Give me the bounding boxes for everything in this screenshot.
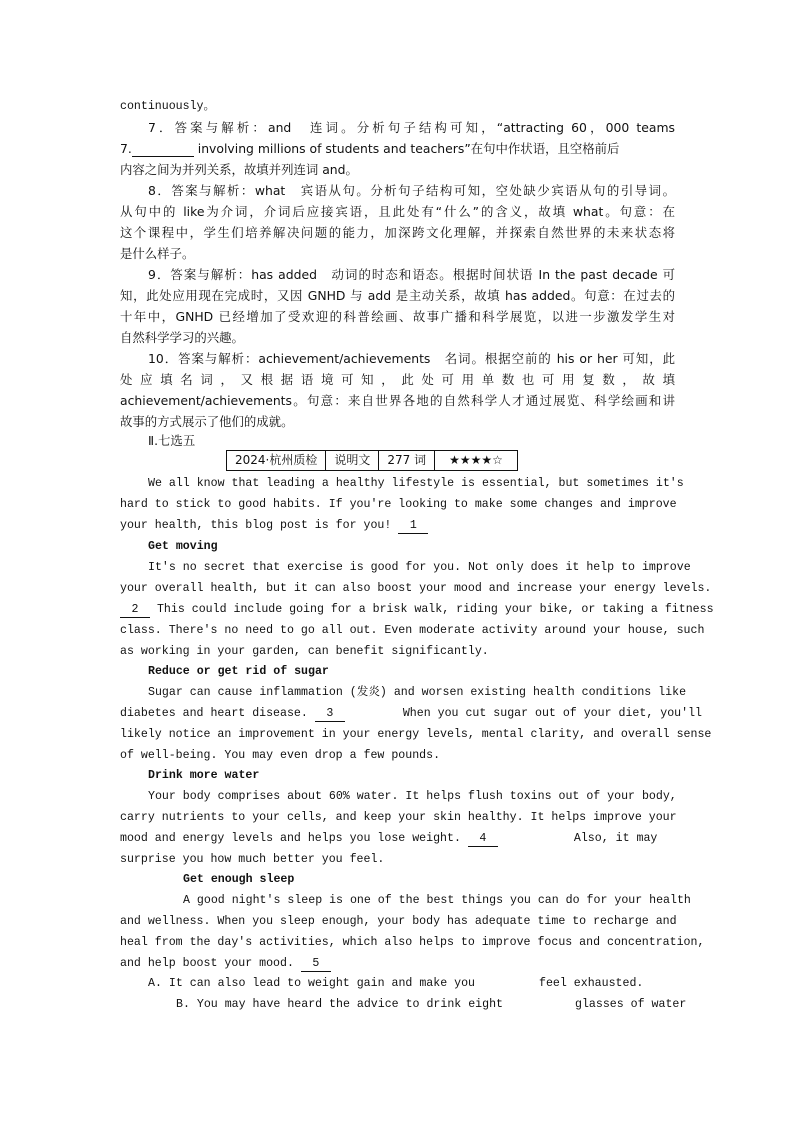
passage-line: surprise you how much better you feel.: [120, 853, 385, 866]
passage-line: A good night's sleep is one of the best things you can do for your health: [183, 894, 691, 907]
explanation-q10-line: 处应填名词，又根据语境可知，此处可用单数也可用复数，故填: [120, 372, 675, 387]
passage-info-table: [226, 450, 518, 471]
genre-cell: 说明文: [326, 451, 379, 471]
option-b: B. You may have heard the advice to drink eight glasses of water: [176, 998, 687, 1011]
passage-line: class. There's no need to go all out. Even moderate activity around your house, such: [120, 624, 705, 637]
section-title: Ⅱ.七选五: [148, 433, 196, 448]
blank-3: 3: [315, 707, 345, 722]
option-a: A. It can also lead to weight gain and make you feel exhausted.: [148, 977, 644, 990]
passage-line: 2 This could include going for a brisk walk, riding your bike, or taking a fitness: [120, 599, 675, 620]
subheading-reduce-sugar: Reduce or get rid of sugar: [148, 665, 329, 678]
passage-line: diabetes and heart disease. 3 When you cut sugar out of your diet, you'll: [120, 707, 702, 720]
difficulty-rating: ★★★★☆: [435, 451, 518, 471]
explanation-line: continuously。: [120, 100, 216, 113]
explanation-q9-line: 自然科学学习的兴趣。: [120, 330, 244, 345]
passage-line: Your body comprises about 60% water. It helps flush toxins out of your body,: [148, 790, 677, 803]
passage-line: likely notice an improvement in your energy levels, mental clarity, and overall sense: [120, 728, 712, 741]
passage-line: of well-being. You may even drop a few pounds.: [120, 749, 441, 762]
source-cell: 2024·杭州质检: [227, 451, 326, 471]
explanation-q9-line: 9．答案与解析：has added 动词的时态和语态。根据时间状语 In the past decade 可: [148, 267, 675, 282]
explanation-q9-line: 十年中，GNHD 已经增加了受欢迎的科普绘画、故事广播和科学展览，以进一步激发学生对: [120, 309, 675, 324]
explanation-q8-line: 从句中的 like为介词，介词后应接宾语，且此处有“什么”的含义，故填 what。句意：在: [120, 204, 675, 219]
explanation-q8-line: 这个课程中，学生们培养解决问题的能力，加深跨文化理解，并探索自然世界的未来状态将: [120, 225, 675, 240]
explanation-q8-line: 是什么样子。: [120, 246, 195, 261]
passage-line: We all know that leading a healthy lifestyle is essential, but sometimes it's: [148, 477, 684, 490]
word-count-cell: 277 词: [379, 451, 435, 471]
passage-line: It's no secret that exercise is good for you. Not only does it help to improve: [148, 561, 691, 574]
passage-line: and wellness. When you sleep enough, your body has adequate time to recharge and: [120, 915, 677, 928]
explanation-q10-line: achievement/achievements。句意：来自世界各地的自然科学人才通过展览、科学绘画和讲: [120, 393, 675, 408]
explanation-q8-line: 8．答案与解析：what 宾语从句。分析句子结构可知，空处缺少宾语从句的引导词。: [148, 183, 675, 198]
passage-line: as working in your garden, can benefit significantly.: [120, 645, 489, 658]
answer-blank: [132, 142, 194, 157]
explanation-q7-line: 7．答案与解析：and 连词。分析句子结构可知，“attracting 60，000 teams: [148, 120, 675, 135]
explanation-q7-line: 7. involving millions of students and teachers”在句中作状语，且空格前后: [120, 141, 620, 156]
subheading-get-sleep: Get enough sleep: [183, 873, 295, 886]
passage-line: your overall health, but it can also boost your mood and increase your energy levels.: [120, 582, 712, 595]
explanation-q10-line: 故事的方式展示了他们的成就。: [120, 414, 294, 429]
passage-line: mood and energy levels and helps you lose weight. 4 Also, it may: [120, 832, 658, 845]
blank-5: 5: [301, 957, 331, 972]
blank-1: 1: [398, 519, 428, 534]
passage-line: your health, this blog post is for you! 1: [120, 515, 675, 536]
subheading-drink-water: Drink more water: [148, 769, 260, 782]
subheading-get-moving: Get moving: [148, 540, 218, 553]
blank-2: 2: [120, 603, 150, 618]
passage-line: hard to stick to good habits. If you're looking to make some changes and improve: [120, 498, 677, 511]
explanation-q10-line: 10．答案与解析：achievement/achievements 名词。根据空前的 his or her 可知，此: [148, 351, 675, 366]
explanation-q7-line: 内容之间为并列关系，故填并列连词 and。: [120, 162, 358, 177]
explanation-q9-line: 知，此处应用现在完成时，又因 GNHD 与 add 是主动关系，故填 has added。句意：在过去的: [120, 288, 675, 303]
passage-line: Sugar can cause inflammation (发炎) and worsen existing health conditions like: [148, 686, 687, 699]
blank-4: 4: [468, 832, 498, 847]
passage-line: carry nutrients to your cells, and keep your skin healthy. It helps improve your: [120, 811, 677, 824]
passage-line: heal from the day's activities, which also helps to improve focus and concentration,: [120, 936, 705, 949]
passage-line: and help boost your mood. 5: [120, 953, 675, 974]
